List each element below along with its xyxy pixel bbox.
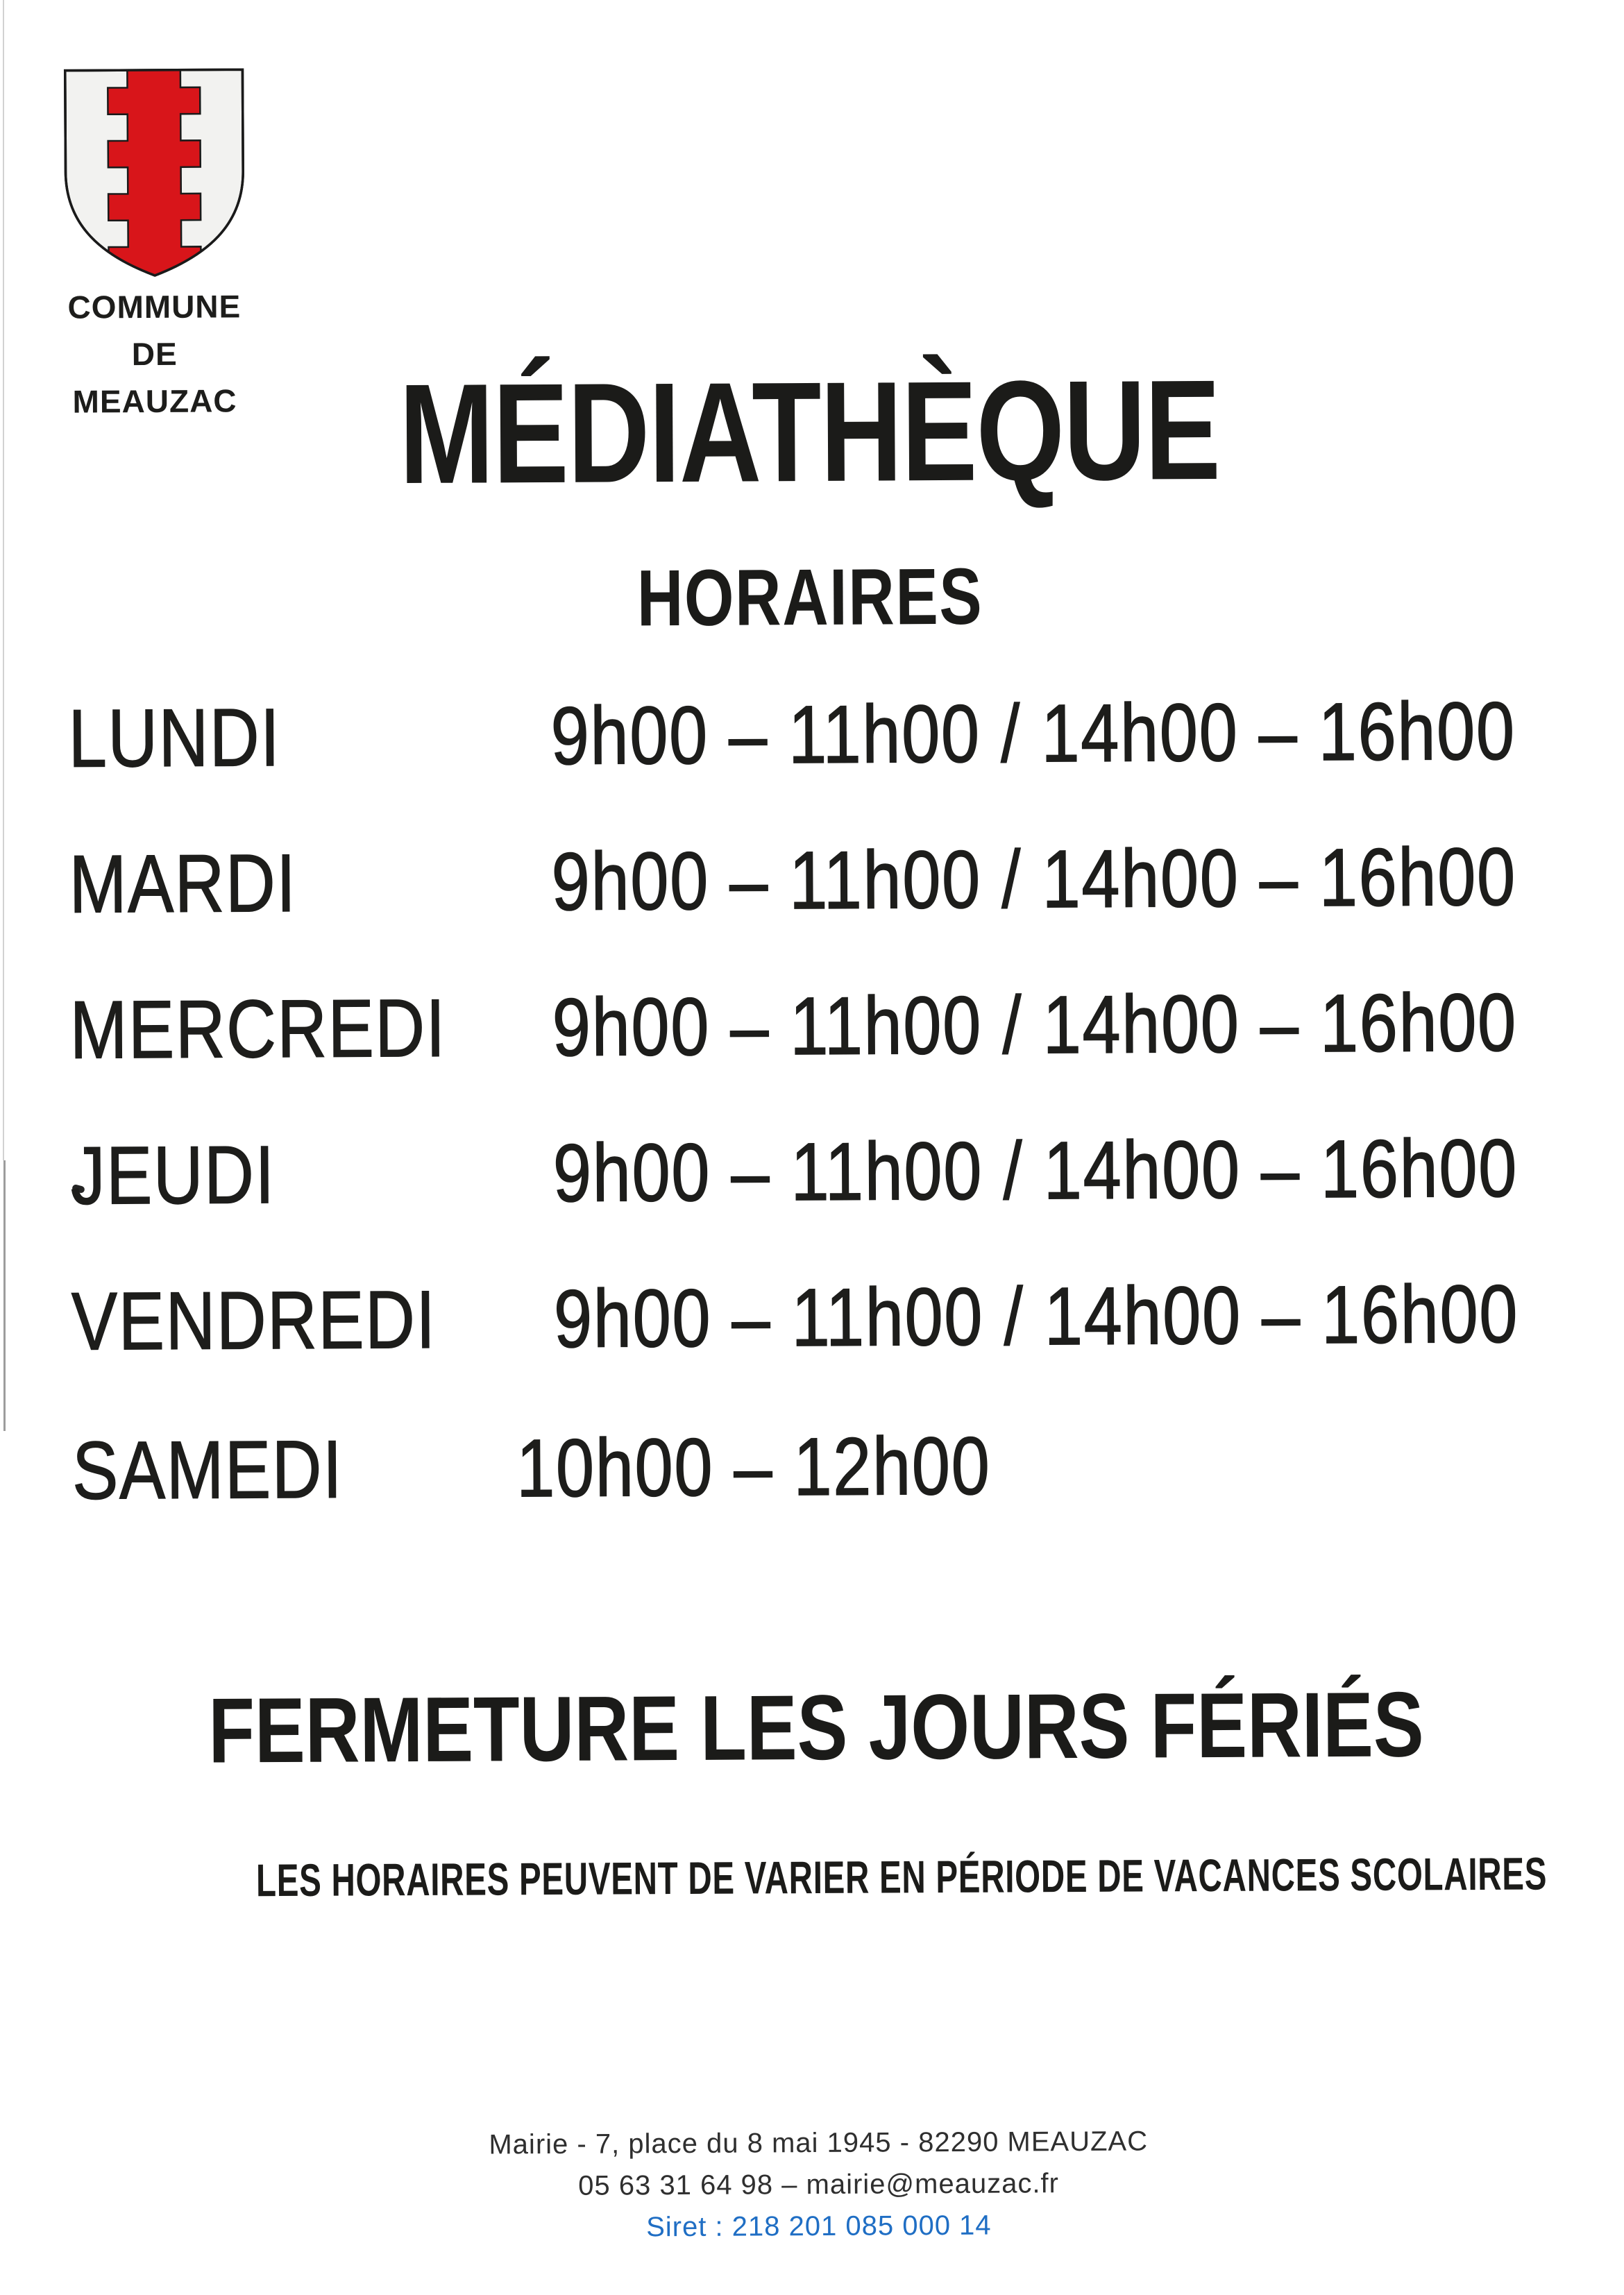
hours-value: 9h00 – 11h00 / 14h00 – 16h00 bbox=[552, 1122, 1519, 1219]
schedule-row bbox=[0, 685, 1623, 809]
day-label: LUNDI bbox=[68, 692, 281, 785]
commune-line: COMMUNE bbox=[67, 288, 242, 325]
day-label: JEUDI bbox=[70, 1129, 276, 1222]
hours-value: 9h00 – 11h00 / 14h00 – 16h00 bbox=[553, 1268, 1519, 1365]
day-label: MARDI bbox=[69, 837, 297, 931]
day-label: SAMEDI bbox=[71, 1423, 344, 1517]
hours-value: 9h00 – 11h00 / 14h00 – 16h00 bbox=[551, 831, 1517, 928]
footer bbox=[6, 2118, 1624, 2251]
footer-address: Mairie - 7, place du 8 mai 1945 - 82290 MEAUZAC bbox=[489, 2126, 1149, 2160]
schedule-row bbox=[1, 1122, 1624, 1246]
closure-notice: FERMETURE LES JOURS FÉRIÉS bbox=[208, 1673, 1425, 1783]
commune-line: MEAUZAC bbox=[72, 382, 237, 420]
footer-siret: Siret : 218 201 085 000 14 bbox=[646, 2210, 992, 2243]
hours-value: 9h00 – 11h00 / 14h00 – 16h00 bbox=[552, 976, 1518, 1074]
variation-notice: LES HORAIRES PEUVENT DE VARIER EN PÉRIODE DE VACANCES SCOLAIRES bbox=[255, 1847, 1548, 1906]
hours-value: 9h00 – 11h00 / 14h00 – 16h00 bbox=[550, 685, 1516, 782]
day-label: MERCREDI bbox=[69, 982, 447, 1076]
poster-title: MÉDIATHÈQUE bbox=[398, 350, 1220, 514]
schedule-row bbox=[2, 1268, 1624, 1392]
day-label: VENDREDI bbox=[71, 1273, 437, 1368]
hours-value: 10h00 – 12h00 bbox=[516, 1420, 991, 1515]
commune-line: DE bbox=[131, 335, 178, 373]
poster-subtitle: HORAIRES bbox=[637, 552, 984, 643]
meauzac-shield-icon bbox=[63, 67, 246, 278]
schedule-row bbox=[0, 831, 1624, 955]
schedule-row bbox=[3, 1422, 1624, 1541]
schedule-row bbox=[1, 976, 1624, 1101]
footer-contact: 05 63 31 64 98 – mairie@meauzac.fr bbox=[578, 2168, 1060, 2201]
